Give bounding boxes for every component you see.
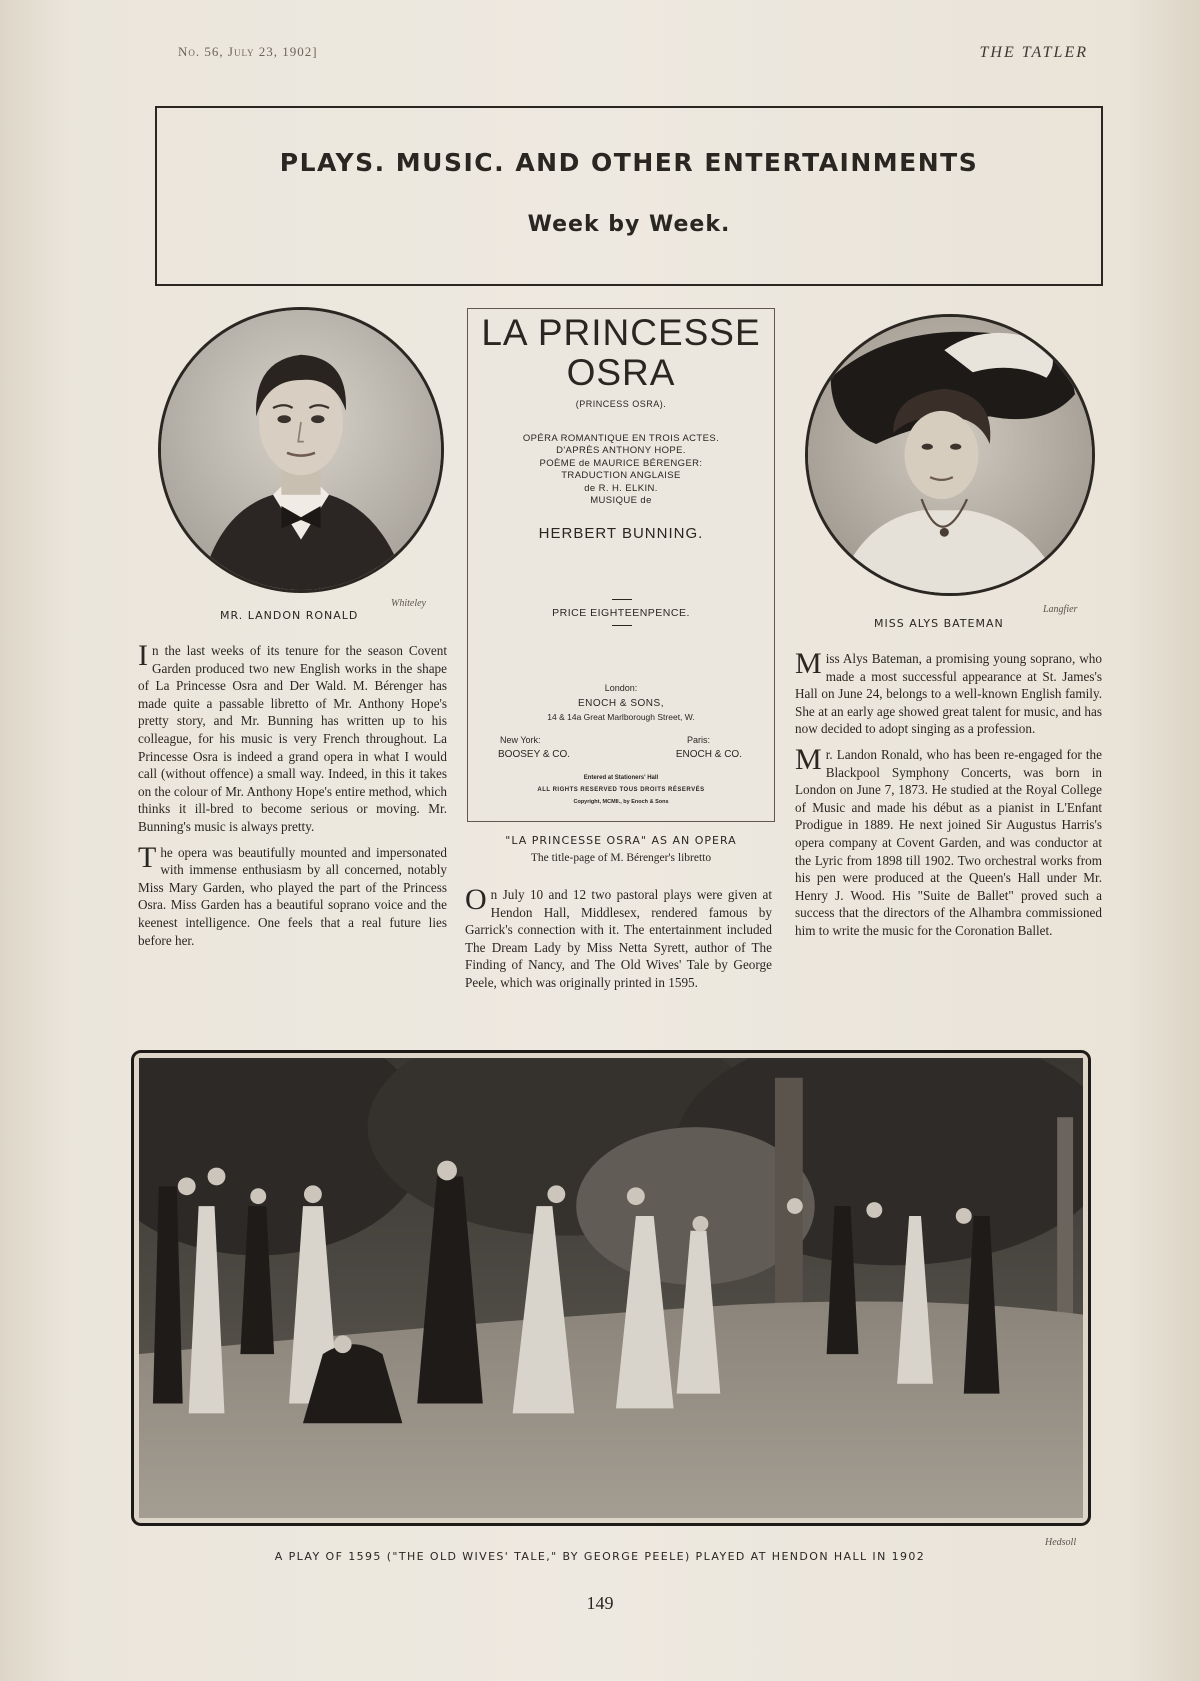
libretto-paris-publisher: ENOCH & CO. xyxy=(675,749,742,760)
libretto-newyork-publisher: BOOSEY & CO. xyxy=(498,749,571,760)
issue-line: No. 56, July 23, 1902] xyxy=(178,44,318,59)
photo-caption: A PLAY OF 1595 ("THE OLD WIVES' TALE," BY GEORGE PEELE) PLAYED AT HENDON HALL IN 1902 xyxy=(274,1550,926,1563)
paragraph: Mr. Landon Ronald, who has been re-engaged for the Blackpool Symphony Concerts, was born in London on June 7, 1873. He studied at the Royal College of Music and made his début as a pianist in L'Enfant Prodigue in 1889. He next joined Sir Augustus Harris's opera company at Covent Garden, and was conductor at the Lyric from 1898 till 1902. Two orchestral works from his pen were produced at the Queen's Hall under Mr. Henry J. Wood. His "Suite de Ballet" proved such a success that the directors of the Alhambra commissioned him to write the music for the Coronation Ballet. xyxy=(795,742,1102,938)
section-heading-box xyxy=(155,106,1103,286)
caption-alys-bateman: MISS ALYS BATEMAN xyxy=(874,617,1004,630)
libretto-english-title: (PRINCESS OSRA). xyxy=(575,399,667,409)
libretto-paris-label: Paris: xyxy=(686,735,710,745)
libretto-entered: Entered at Stationers' Hall xyxy=(583,775,659,781)
rule xyxy=(612,599,632,600)
right-column xyxy=(795,647,1102,942)
left-column xyxy=(138,639,447,951)
caption-opera-sub: The title-page of M. Bérenger's libretto xyxy=(530,852,712,864)
libretto-title-line1: LA PRINCESSE xyxy=(481,312,761,353)
paragraph: On July 10 and 12 two pastoral plays were given at Hendon Hall, Middlesex, rendered famous by Garrick's connection with it. The entertainment included The Dream Lady by Miss Netta Syrett, author of The Finding of Nancy, and The Old Wives' Tale by George Peele, which was originally printed in 1595. xyxy=(465,883,772,990)
play-photograph xyxy=(131,1050,1091,1526)
libretto-publisher: ENOCH & SONS, xyxy=(578,698,664,709)
libretto-price: PRICE EIGHTEENPENCE. xyxy=(552,607,690,619)
paragraph: Miss Alys Bateman, a promising young soprano, who made a most successful appearance at St. James's Hall on June 24, belongs to a well-known English family. She at an early age showed great talent for music, and has now decided to adopt singing as a profession. xyxy=(795,647,1102,737)
photo-credit-whiteley: Whiteley xyxy=(391,598,426,609)
section-subtitle: Week by Week. xyxy=(527,212,731,237)
magazine-title: THE TATLER xyxy=(979,44,1088,61)
libretto-address: 14 & 14a Great Marlborough Street, W. xyxy=(547,712,695,722)
photo-credit-hedsoll: Hedsoll xyxy=(1045,1537,1077,1548)
center-column xyxy=(465,883,772,994)
paragraph: In the last weeks of its tenure for the season Covent Garden produced two new English works in the shape of La Princesse Osra and Der Wald. M. Bérenger has made quite a passable libretto of Mr. Anthony Hope's pretty story, and Mr. Bunning has written up to his colleague, for his music is very French throughout. La Princesse Osra is indeed a grand opera in what I would call (without offence) a small way. Indeed, in this it takes on the colour of Mr. Anthony Hope's entire method, which thinks it ill-bred to become serious or moving. Mr. Bunning's music is always pretty. xyxy=(138,639,447,834)
paragraph: The opera was beautifully mounted and impersonated with immense enthusiasm by all concerned, notably Miss Mary Garden, who played the part of the Princess Osra. Miss Garden has a beautiful soprano voice and the keenest intelligence. One feels that a real future lies before her. xyxy=(138,840,447,948)
libretto-title-page xyxy=(467,308,775,822)
libretto-london-label: London: xyxy=(604,683,638,693)
section-title: PLAYS. MUSIC. AND OTHER ENTERTAINMENTS xyxy=(279,148,979,177)
rule xyxy=(612,625,632,626)
libretto-title-line2: OSRA xyxy=(566,352,676,393)
libretto-rights: ALL RIGHTS RESERVED TOUS DROITS RÉSERVÉS xyxy=(537,787,705,793)
portrait-landon-ronald xyxy=(158,307,444,593)
libretto-description: OPÉRA ROMANTIQUE EN TROIS ACTES. D'APRÈS ANTHONY HOPE. POÈME de MAURICE BÉRENGER: TRADUCTION ANGLAISE de R. H. ELKIN. MUSIQUE de xyxy=(522,433,720,507)
libretto-composer: HERBERT BUNNING. xyxy=(538,525,704,542)
page-number: 149 xyxy=(586,1593,614,1613)
portrait-alys-bateman xyxy=(805,314,1095,596)
caption-opera: "LA PRINCESSE OSRA" AS AN OPERA xyxy=(505,834,737,847)
libretto-newyork-label: New York: xyxy=(500,735,541,745)
caption-landon-ronald: MR. LANDON RONALD xyxy=(220,609,359,622)
libretto-copyright: Copyright, MCMII., by Enoch & Sons xyxy=(573,799,669,805)
photo-credit-langfier: Langfier xyxy=(1043,604,1078,615)
